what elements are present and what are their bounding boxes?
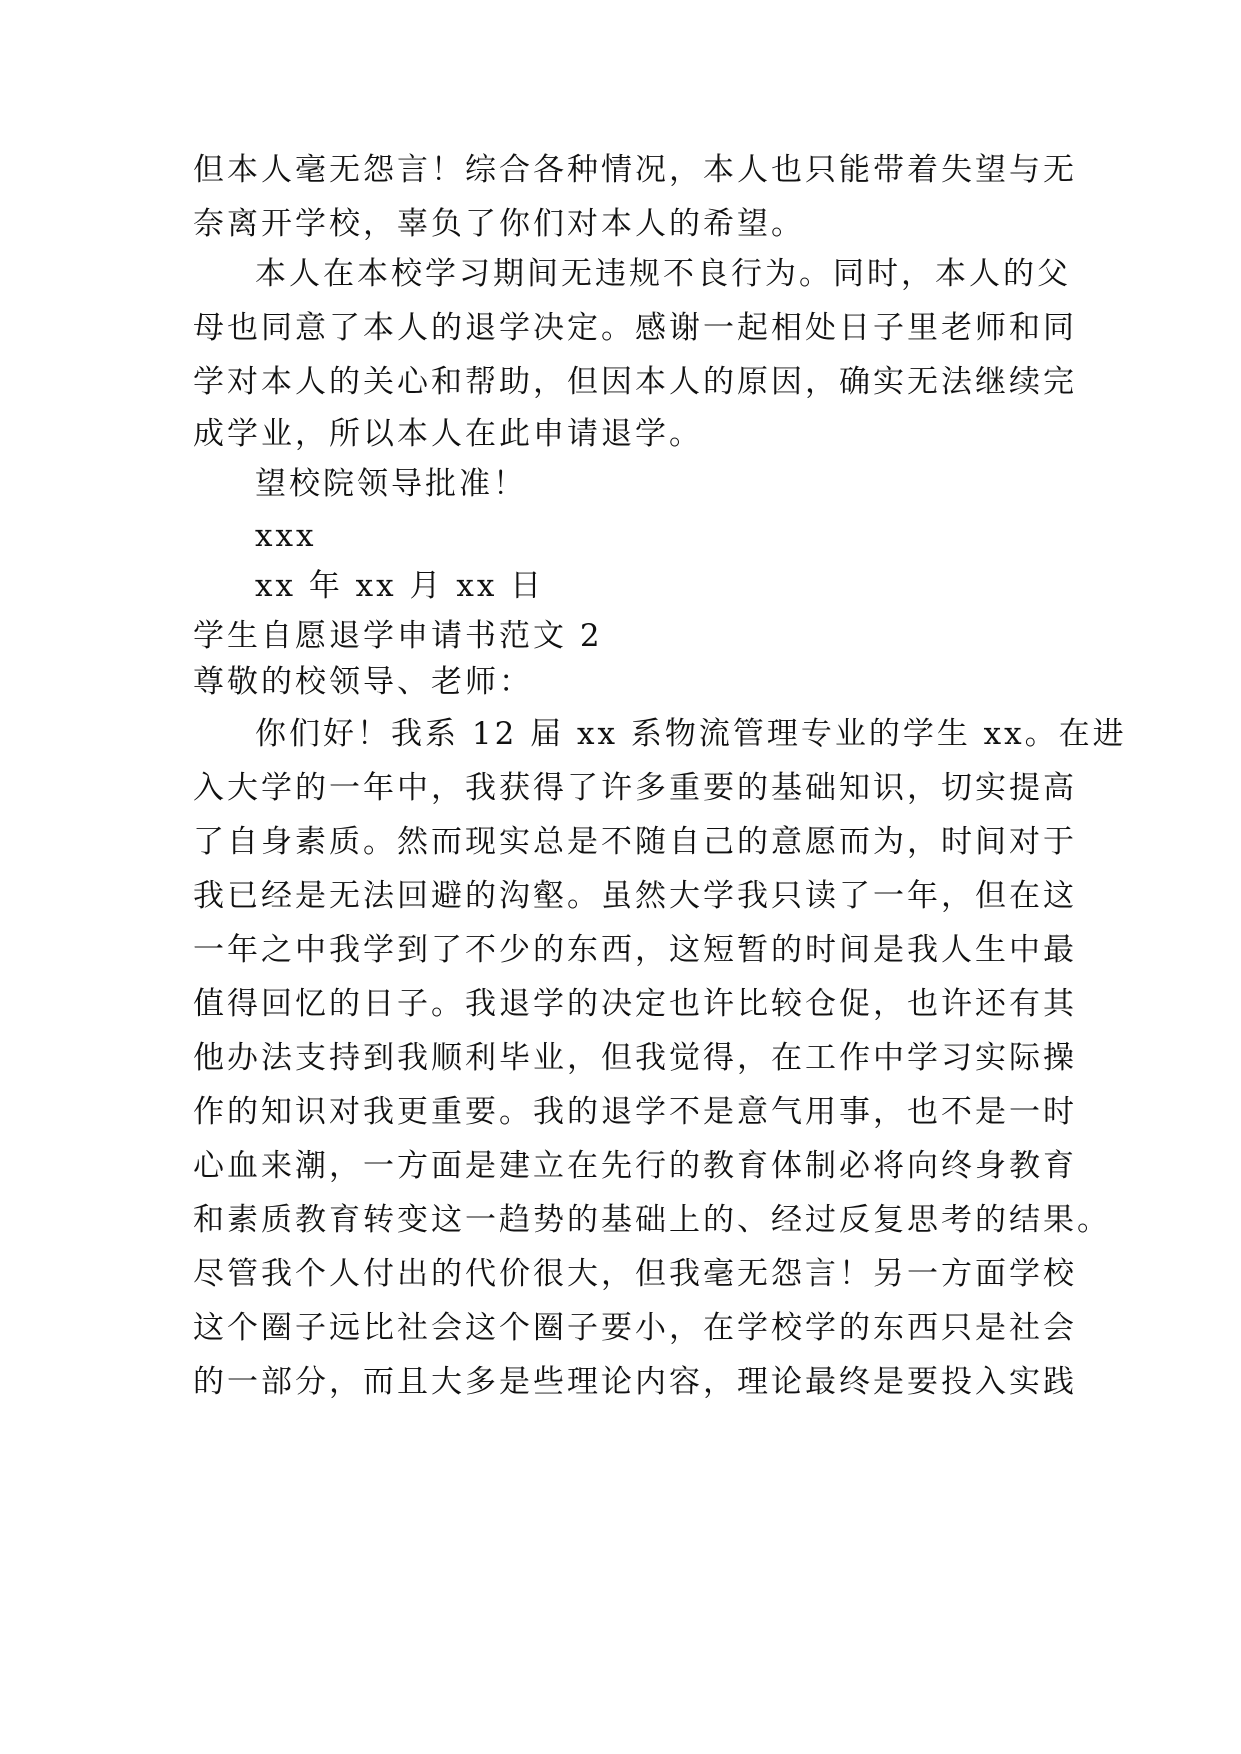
section-heading: 学生自愿退学申请书范文 2 [193, 618, 603, 654]
body-text-line: 我已经是无法回避的沟壑。虽然大学我只读了一年，但在这 [193, 878, 1077, 914]
approval-request: 望校院领导批准！ [255, 466, 527, 502]
body-text-line: 了自身素质。然而现实总是不随自己的意愿而为，时间对于 [193, 824, 1077, 860]
body-text-line: 他办法支持到我顺利毕业，但我觉得，在工作中学习实际操 [193, 1040, 1077, 1076]
body-text-line: 母也同意了本人的退学决定。感谢一起相处日子里老师和同 [193, 310, 1077, 346]
body-text-line: 奈离开学校，辜负了你们对本人的希望。 [193, 206, 805, 242]
body-text-line: 尽管我个人付出的代价很大，但我毫无怨言！另一方面学校 [193, 1256, 1077, 1292]
body-text-line: 你们好！我系 12 届 xx 系物流管理专业的学生 xx。在进 [255, 716, 1127, 752]
body-text-line: 作的知识对我更重要。我的退学不是意气用事，也不是一时 [193, 1094, 1077, 1130]
body-text-line: 成学业，所以本人在此申请退学。 [193, 416, 703, 452]
body-text-line: 学对本人的关心和帮助，但因本人的原因，确实无法继续完 [193, 364, 1077, 400]
signature-date: xx 年 xx 月 xx 日 [255, 568, 545, 604]
body-text-line: 一年之中我学到了不少的东西，这短暂的时间是我人生中最 [193, 932, 1077, 968]
body-text-line: 本人在本校学习期间无违规不良行为。同时，本人的父 [255, 256, 1071, 292]
body-text-line: 和素质教育转变这一趋势的基础上的、经过反复思考的结果。 [193, 1202, 1111, 1238]
body-text-line: 值得回忆的日子。我退学的决定也许比较仓促，也许还有其 [193, 986, 1077, 1022]
body-text-line: 但本人毫无怨言！综合各种情况，本人也只能带着失望与无 [193, 152, 1077, 188]
signature-name: xxx [255, 518, 317, 554]
body-text-line: 这个圈子远比社会这个圈子要小，在学校学的东西只是社会 [193, 1310, 1077, 1346]
body-text-line: 的一部分，而且大多是些理论内容，理论最终是要投入实践 [193, 1364, 1077, 1400]
salutation: 尊敬的校领导、老师： [193, 664, 533, 700]
body-text-line: 心血来潮，一方面是建立在先行的教育体制必将向终身教育 [193, 1148, 1077, 1184]
body-text-line: 入大学的一年中，我获得了许多重要的基础知识，切实提高 [193, 770, 1077, 806]
